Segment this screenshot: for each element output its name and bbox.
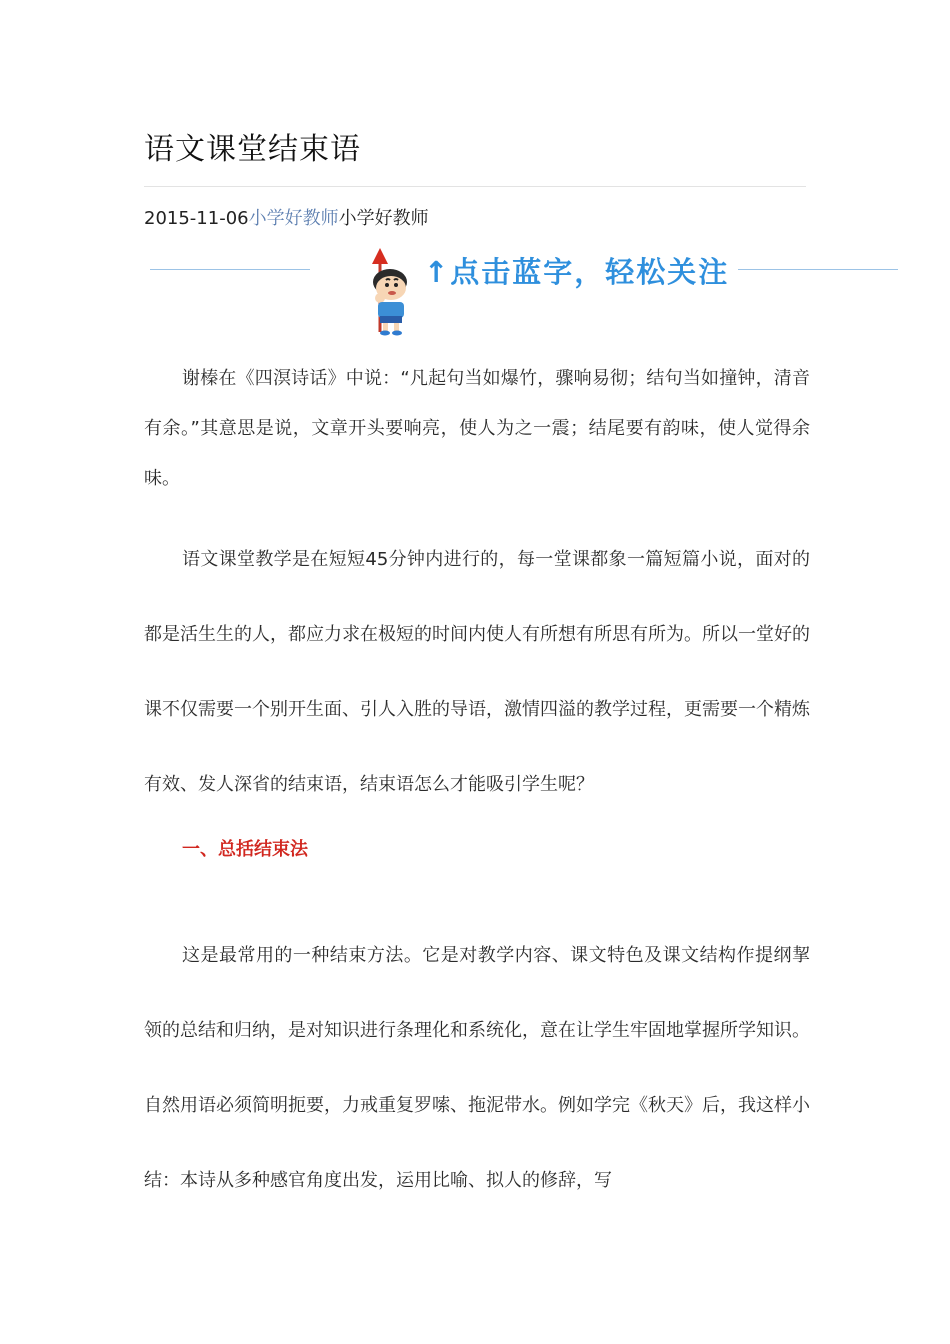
crayon-shin-chan-mascot-icon: [358, 248, 422, 336]
banner-divider-left: [150, 269, 310, 270]
follow-banner[interactable]: [0, 246, 950, 336]
article-title: 语文课堂结束语: [144, 132, 361, 167]
body-paragraph-3: 这是最常用的一种结束方法。它是对教学内容、课文特色及课文结构作提纲挈领的总结和归纳，是对知识进行条理化和系统化，意在让学生牢固地掌握所学知识。自然用语必须简明扼要，力戒重复罗嗦、拖泥带水。例如学完《秋天》后，我这样小结：本诗从多种感官角度出发，运用比喻、拟人的修辞，写: [144, 945, 810, 1191]
title-divider: [144, 186, 806, 187]
article-meta: [144, 205, 429, 233]
banner-divider-right: [738, 269, 898, 270]
section-heading-1: 一、总括结束法: [182, 839, 308, 860]
body-paragraph-2: 语文课堂教学是在短短45分钟内进行的，每一堂课都象一篇短篇小说，面对的都是活生生的人，都应力求在极短的时间内使人有所想有所思有所为。所以一堂好的课不仅需要一个别开生面、引人入胜的导语，激情四溢的教学过程，更需要一个精炼有效、发人深省的结束语，结束语怎么才能吸引学生呢？: [144, 549, 810, 795]
follow-prompt-text[interactable]: ↑点击蓝字，轻松关注: [424, 255, 730, 289]
author-name: 小学好教师: [338, 208, 429, 229]
account-name-link[interactable]: 小学好教师: [248, 208, 339, 229]
body-paragraph-1: 谢榛在《四溟诗话》中说：“凡起句当如爆竹，骤响易彻；结句当如撞钟，清音有余。”其意思是说，文章开头要响亮，使人为之一震；结尾要有韵味，使人觉得余味。: [144, 368, 810, 489]
publish-date: 2015-11-06: [144, 208, 249, 229]
